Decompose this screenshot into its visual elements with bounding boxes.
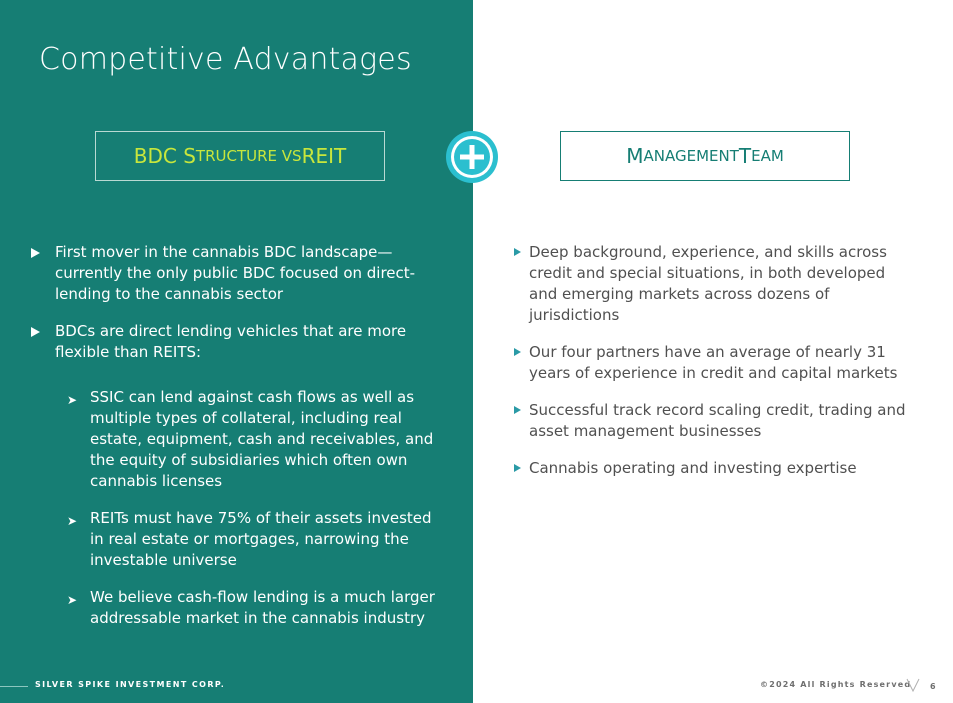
chevron-right-icon: ➤ bbox=[67, 593, 78, 607]
triangle-right-icon bbox=[514, 464, 521, 472]
mgmt-label-cap1: M bbox=[626, 144, 644, 168]
right-bullet-list bbox=[510, 242, 910, 479]
management-team-box bbox=[560, 131, 850, 181]
chevron-right-icon: ➤ bbox=[67, 514, 78, 528]
mgmt-label-cap2: T bbox=[738, 144, 752, 168]
bullet-text: Deep background, experience, and skills across credit and special situations, in both developed and emerging markets across dozens of jurisdictions bbox=[529, 243, 887, 324]
triangle-right-icon bbox=[514, 248, 521, 256]
footer-divider bbox=[0, 686, 28, 687]
triangle-right-icon bbox=[31, 327, 40, 337]
list-item bbox=[510, 242, 910, 326]
mgmt-label-smallcaps1: ANAGEMENT bbox=[643, 147, 739, 165]
sub-list-item bbox=[28, 587, 448, 629]
list-item bbox=[510, 458, 910, 479]
footer-rights: ©2024 All Rights Reserved bbox=[760, 680, 912, 689]
footer-brand: SILVER SPIKE INVESTMENT CORP. bbox=[35, 680, 226, 689]
list-item bbox=[28, 321, 448, 363]
bdc-label-end: REIT bbox=[301, 144, 347, 168]
sub-bullet-text: We believe cash-flow lending is a much larger addressable market in the cannabis industry bbox=[90, 588, 435, 627]
triangle-right-icon bbox=[514, 406, 521, 414]
bullet-text: First mover in the cannabis BDC landscape— currently the only public BDC focused on direct-lending to the cannabis sector bbox=[55, 243, 416, 303]
sub-list-item bbox=[28, 387, 448, 492]
triangle-right-icon bbox=[31, 248, 40, 258]
slide-title: Competitive Advantages bbox=[39, 42, 412, 77]
bdc-label-cap: BDC S bbox=[133, 144, 196, 168]
left-bullet-list bbox=[28, 242, 448, 629]
plus-circle-icon bbox=[444, 129, 500, 185]
mgmt-label-smallcaps2: EAM bbox=[751, 147, 784, 165]
list-item bbox=[28, 242, 448, 305]
bdc-label-smallcaps: TRUCTURE VS bbox=[195, 147, 302, 165]
bullet-text: Cannabis operating and investing expertise bbox=[529, 459, 857, 477]
bdc-structure-box bbox=[95, 131, 385, 181]
sub-list-item bbox=[28, 508, 448, 571]
page-number: 6 bbox=[930, 682, 936, 691]
bullet-text: Our four partners have an average of nearly 31 years of experience in credit and capital markets bbox=[529, 343, 898, 382]
spike-logo-icon bbox=[906, 677, 920, 693]
bullet-text: BDCs are direct lending vehicles that are more flexible than REITS: bbox=[55, 322, 407, 361]
bullet-text: Successful track record scaling credit, trading and asset management businesses bbox=[529, 401, 906, 440]
list-item bbox=[510, 400, 910, 442]
sub-bullet-text: REITs must have 75% of their assets invested in real estate or mortgages, narrowing the investable universe bbox=[90, 509, 432, 569]
triangle-right-icon bbox=[514, 348, 521, 356]
sub-bullet-text: SSIC can lend against cash flows as well as multiple types of collateral, including real estate, equipment, cash and receivables, and the equity of subsidiaries which often own cannabis licenses bbox=[90, 388, 434, 490]
chevron-right-icon: ➤ bbox=[67, 393, 78, 407]
list-item bbox=[510, 342, 910, 384]
